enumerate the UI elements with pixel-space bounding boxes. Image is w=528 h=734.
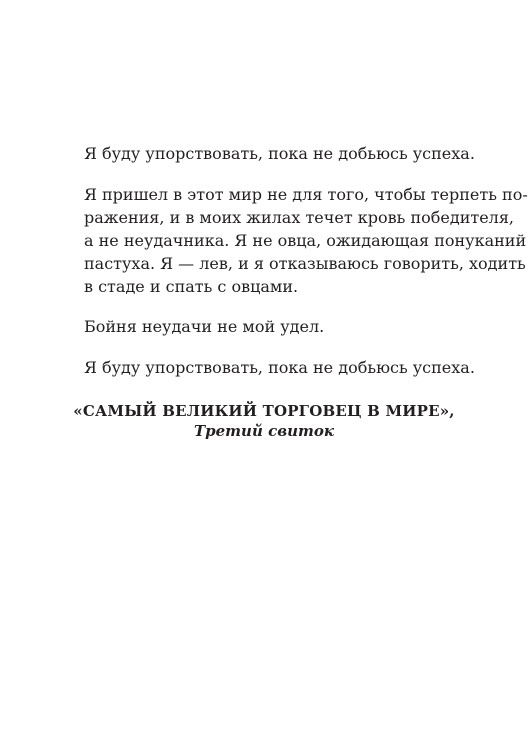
paragraph-4-line-1: Я буду упорствовать, пока не добьюсь успеха.	[84, 358, 475, 377]
paragraph-2-line-2: ражения, и в моих жилах течет кровь победителя,	[84, 208, 515, 227]
citation-title: «САМЫЙ ВЕЛИКИЙ ТОРГОВЕЦ В МИРЕ»,	[73, 402, 455, 420]
paragraph-2-line-4: пастуха. Я — лев, и я отказываюсь говорить, ходить	[84, 254, 526, 273]
paragraph-2-line-1: Я пришел в этот мир не для того, чтобы терпеть по-	[84, 185, 528, 204]
paragraph-3-line-1: Бойня неудачи не мой удел.	[84, 317, 325, 336]
paragraph-2-line-5: в стаде и спать с овцами.	[84, 277, 299, 296]
citation-subtitle: Третий свиток	[193, 422, 335, 440]
paragraph-2-line-3: а не неудачника. Я не овца, ожидающая понуканий	[84, 231, 527, 250]
paragraph-1-line-1: Я буду упорствовать, пока не добьюсь успеха.	[84, 144, 475, 163]
